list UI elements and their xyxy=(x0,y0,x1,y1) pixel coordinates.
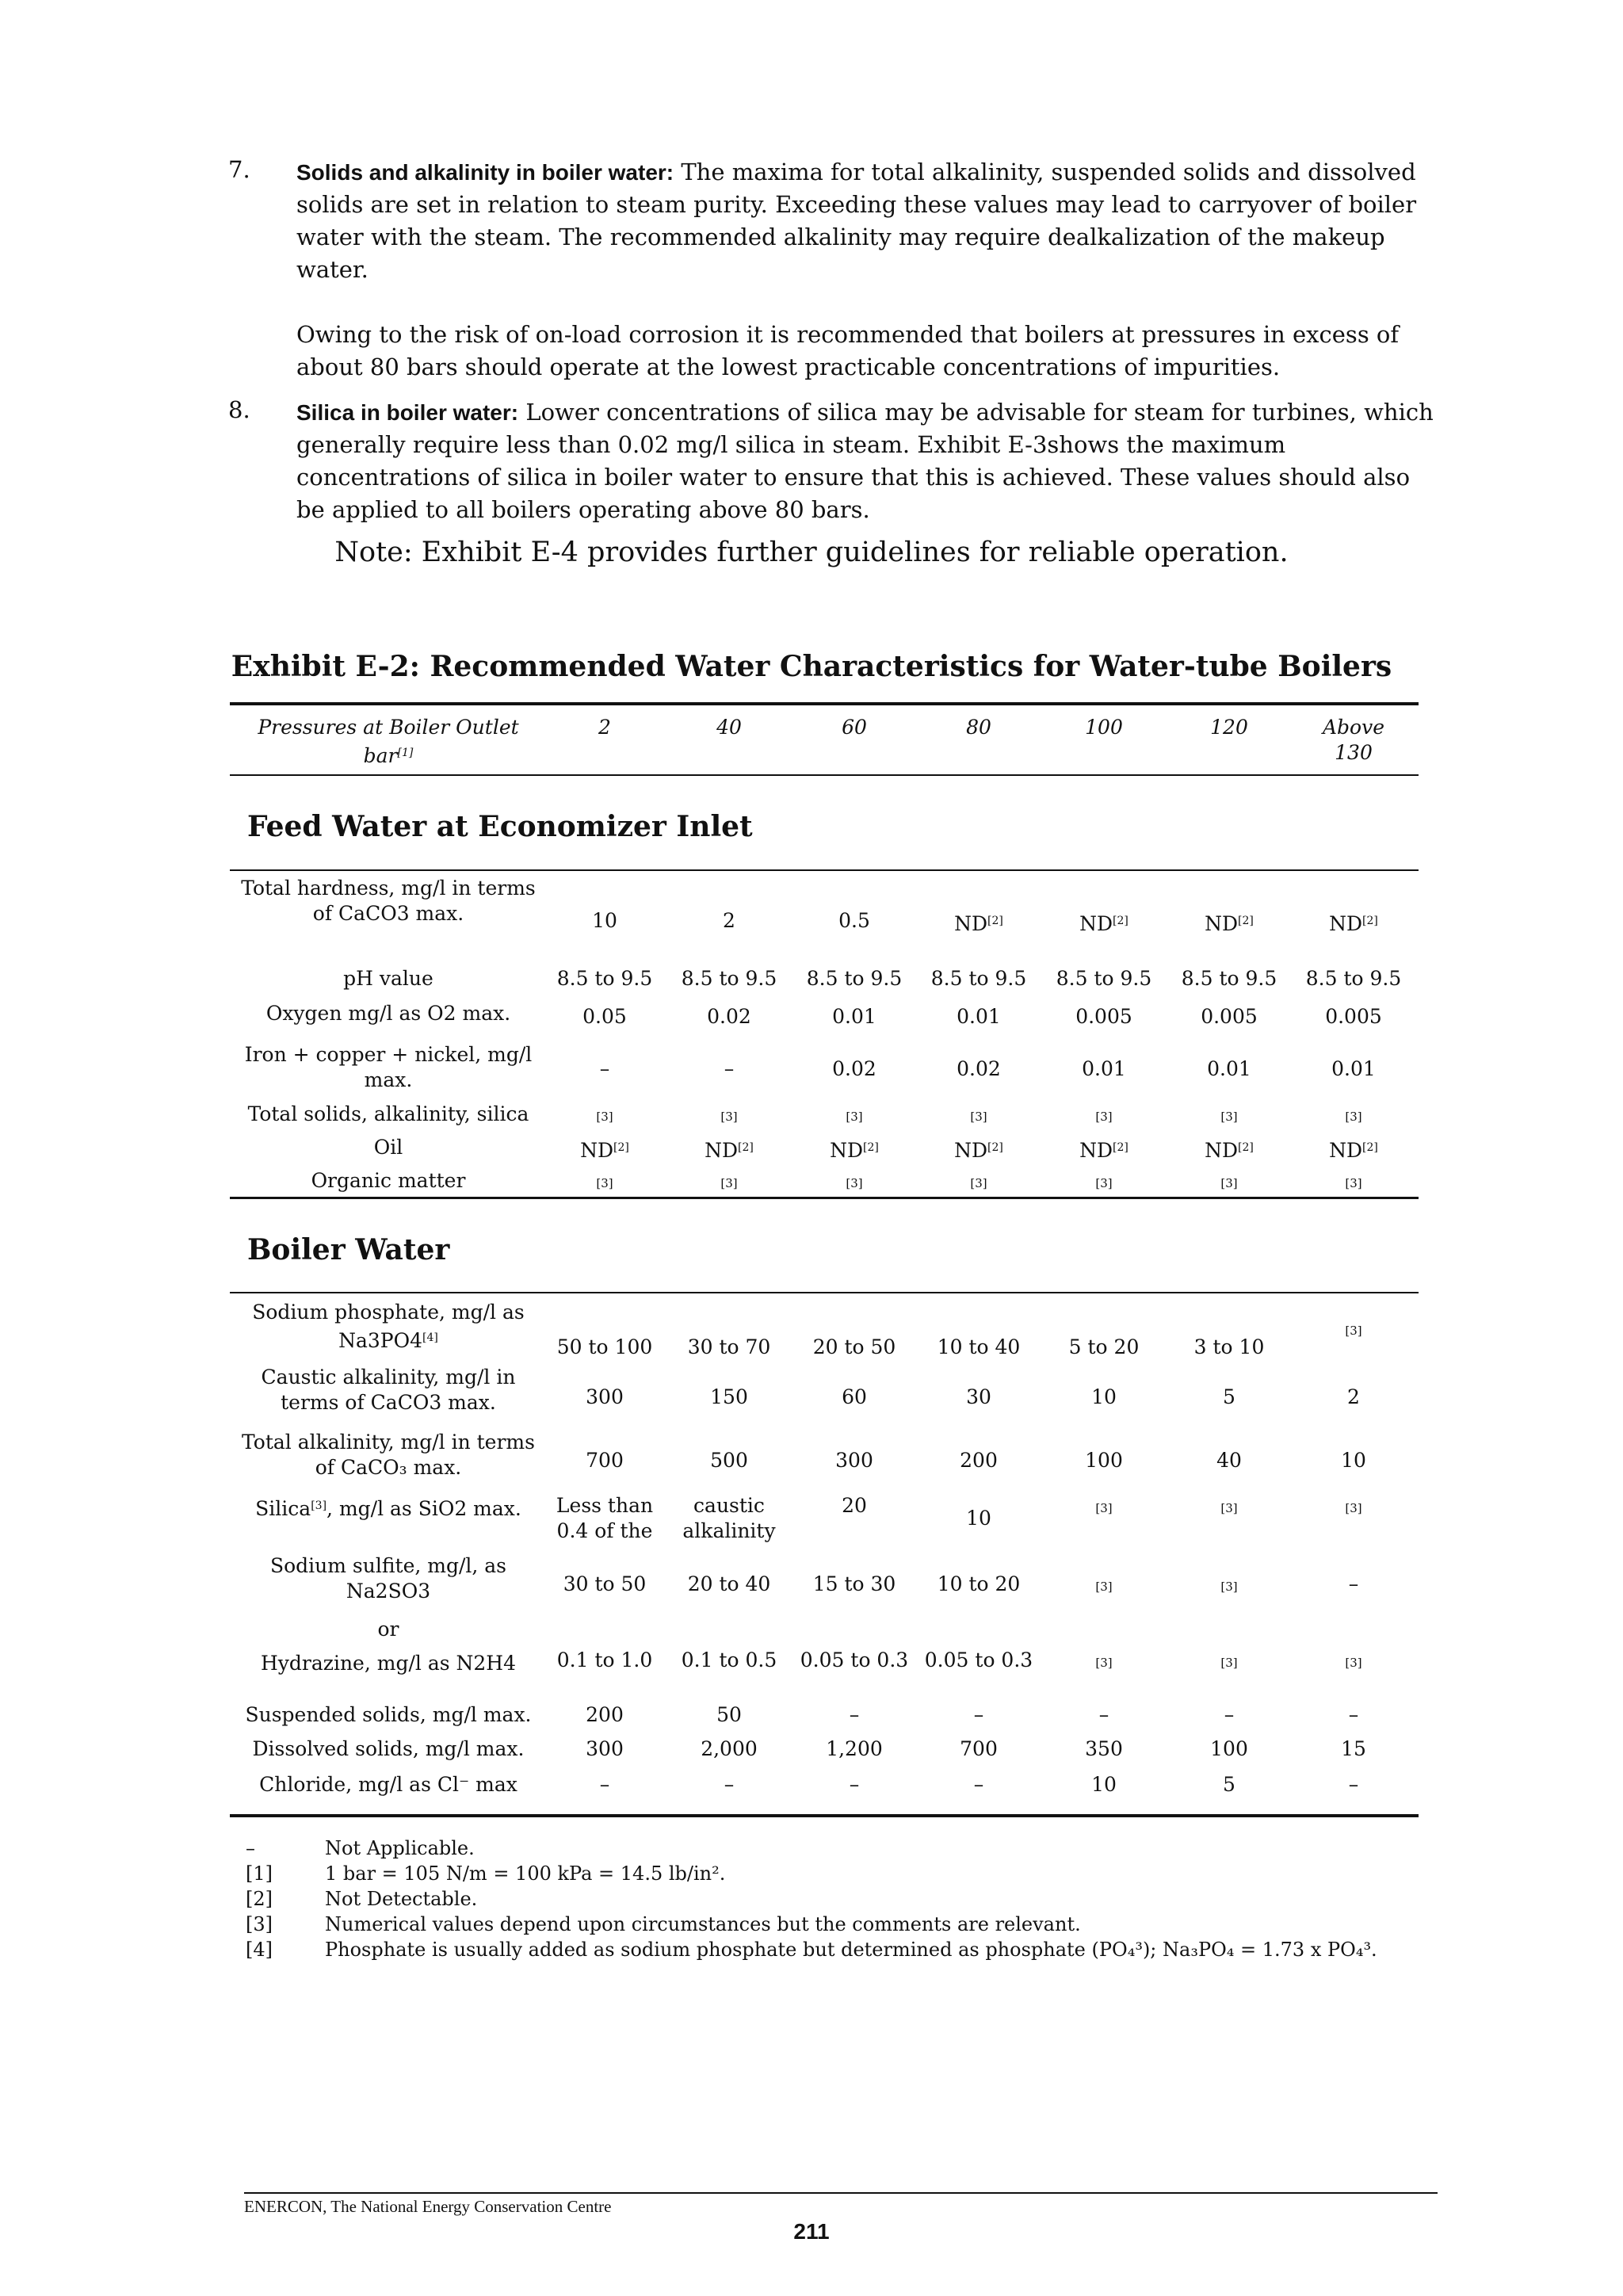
boiler-row-cell: 20 to 40 xyxy=(687,1572,771,1595)
footnote-ref: [1] xyxy=(397,747,414,759)
footnote-ref: [3] xyxy=(970,1110,987,1124)
feed-row-cell xyxy=(795,1168,914,1196)
item-number: 8. xyxy=(228,396,250,423)
feed-row-cell: 0.01 xyxy=(957,1005,1001,1028)
footnote-text: Numerical values depend upon circumstances but the comments are relevant. xyxy=(325,1913,1081,1935)
boiler-row-cell: 200 xyxy=(586,1703,624,1726)
feed-row-label: Oil xyxy=(373,1136,403,1159)
footnote-ref: [2] xyxy=(1362,1141,1378,1154)
item-number: 7. xyxy=(228,156,250,183)
boiler-row-cell: – xyxy=(849,1773,860,1796)
feed-row-cell: 0.02 xyxy=(832,1057,876,1080)
boiler-row-label: Chloride, mg/l as Cl⁻ max xyxy=(259,1773,517,1796)
boiler-row-cell: 0.05 to 0.3 xyxy=(924,1648,1033,1671)
header-label-line xyxy=(254,740,523,769)
boiler-row-cell: 5 xyxy=(1223,1385,1235,1408)
boiler-row-label: or xyxy=(377,1618,399,1641)
footnote-ref: [3] xyxy=(1345,1176,1362,1190)
boiler-row-cell: 300 xyxy=(586,1385,624,1408)
footnote-ref: [2] xyxy=(1362,915,1378,927)
feed-row-cell: – xyxy=(599,1057,610,1080)
boiler-row-label: Total alkalinity, mg/l in terms of CaCO₃ max. xyxy=(242,1431,535,1479)
boiler-row-label: Sodium sulfite, mg/l, as Na2SO3 xyxy=(269,1554,507,1603)
feed-row-cell: 0.5 xyxy=(838,909,870,932)
header-pressure-cell xyxy=(795,715,914,740)
footnote-ref: [3] xyxy=(1220,1501,1238,1515)
footnote-ref: [3] xyxy=(1220,1110,1238,1124)
feed-row-cell: 0.01 xyxy=(1082,1057,1126,1080)
boiler-row-cell: 700 xyxy=(586,1449,624,1472)
boiler-row-cell: 50 xyxy=(716,1703,742,1726)
footnote-ref: [3] xyxy=(596,1176,613,1190)
feed-row-cell xyxy=(795,1102,914,1129)
boiler-row-cell xyxy=(1044,1572,1163,1599)
feed-row-cell xyxy=(670,1102,789,1129)
boiler-row-cell: 5 to 20 xyxy=(1068,1335,1140,1358)
feed-row-cell: 0.01 xyxy=(1207,1057,1251,1080)
boiler-row-cell: 40 xyxy=(1216,1449,1242,1472)
boiler-row-cell: – xyxy=(1098,1703,1109,1726)
feed-row-cell xyxy=(919,1102,1038,1129)
feed-row-cell: ND[2] xyxy=(1079,912,1128,935)
footnote-ref: [3] xyxy=(1095,1110,1113,1124)
boiler-row-cell: Less than 0.4 of the xyxy=(556,1494,654,1542)
feed-row-cell xyxy=(1044,1168,1163,1196)
header-pressure-cell xyxy=(919,715,1038,740)
feed-row-cell xyxy=(1294,1102,1413,1129)
header-pressure-value: 130 xyxy=(1335,741,1373,764)
footnote-ref: [4] xyxy=(422,1331,438,1344)
boiler-row-cell: 0.1 to 1.0 xyxy=(556,1648,653,1671)
footnote-ref: [2] xyxy=(613,1141,629,1154)
boiler-row-cell: 1,200 xyxy=(826,1737,883,1760)
section-heading-boiler: Boiler Water xyxy=(247,1233,450,1266)
boiler-row-cell: – xyxy=(724,1773,735,1796)
boiler-row-cell: 10 xyxy=(966,1507,991,1530)
boiler-row-cell: 350 xyxy=(1085,1737,1123,1760)
item-text: Lower concentrations of silica may be advisable for steam for turbines, which generally require less than 0.02 mg/l silica in steam. Exhibit E-3shows the maximum concentrations of silica in boiler water to ensure that this is achieved. These values should also be applied to all boilers operating above 80 bars. xyxy=(296,399,1434,523)
feed-row-cell xyxy=(670,1168,789,1196)
boiler-row-cell: 100 xyxy=(1085,1449,1123,1472)
header-pressure-value: 40 xyxy=(716,716,742,739)
footer-rule xyxy=(244,2192,1438,2194)
footnote-ref: [2] xyxy=(1113,1141,1128,1154)
feed-row-cell: ND[2] xyxy=(580,1139,629,1162)
boiler-row-cell xyxy=(1294,1648,1413,1675)
header-pressure-cell xyxy=(1044,715,1163,740)
footnote-ref: [3] xyxy=(1095,1501,1113,1515)
header-pressure-value: Above xyxy=(1322,716,1385,739)
note: Note: Exhibit E-4 provides further guidelines for reliable operation. xyxy=(334,537,1289,568)
feed-row-cell: 0.05 xyxy=(582,1005,627,1028)
feed-row-cell xyxy=(919,1168,1038,1196)
feed-row-cell: ND[2] xyxy=(954,1139,1003,1162)
boiler-row-label: Sodium phosphate, mg/l as Na3PO4[4] xyxy=(252,1301,525,1352)
feed-row-cell xyxy=(1170,1168,1289,1196)
feed-bottom-rule xyxy=(230,1197,1419,1199)
footnote-ref: [3] xyxy=(720,1110,738,1124)
boiler-row-cell: 10 xyxy=(1091,1385,1117,1408)
boiler-row-cell: 500 xyxy=(710,1449,748,1472)
feed-row-cell: 2 xyxy=(723,909,735,932)
feed-section-rule xyxy=(230,869,1419,871)
footnote-ref: [3] xyxy=(1220,1656,1238,1670)
feed-row-cell: 8.5 to 9.5 xyxy=(556,967,653,990)
boiler-row-cell: 0.05 to 0.3 xyxy=(800,1648,909,1671)
header-pressure-cell xyxy=(1170,715,1289,740)
boiler-row-cell: 300 xyxy=(586,1737,624,1760)
boiler-row-label: Dissolved solids, mg/l max. xyxy=(252,1737,525,1760)
item-heading: Silica in boiler water: xyxy=(296,400,519,425)
footnote-text: Not Detectable. xyxy=(325,1888,478,1910)
feed-row-cell: ND[2] xyxy=(954,912,1003,935)
feed-row-cell: 8.5 to 9.5 xyxy=(681,967,777,990)
boiler-section-rule xyxy=(230,1292,1419,1293)
feed-row-cell: ND[2] xyxy=(830,1139,879,1162)
feed-row-cell: 0.005 xyxy=(1075,1005,1132,1028)
boiler-row-cell: – xyxy=(1348,1572,1359,1595)
boiler-row-cell: – xyxy=(599,1773,610,1796)
boiler-row-cell: 50 to 100 xyxy=(556,1335,653,1358)
feed-row-cell xyxy=(1044,1102,1163,1129)
boiler-row-cell: 5 xyxy=(1223,1773,1235,1796)
header-bottom-rule xyxy=(230,774,1419,776)
feed-row-cell: 0.005 xyxy=(1325,1005,1382,1028)
footnote-ref: [3] xyxy=(1345,1324,1362,1338)
feed-row-cell: 8.5 to 9.5 xyxy=(1305,967,1402,990)
boiler-row-label: Hydrazine, mg/l as N2H4 xyxy=(261,1652,516,1675)
feed-row-cell xyxy=(545,1168,664,1196)
footnote-key: [1] xyxy=(246,1862,273,1885)
header-pressure-value: 2 xyxy=(598,716,611,739)
header-pressure-value: 120 xyxy=(1210,716,1248,739)
feed-row-label: Organic matter xyxy=(311,1169,466,1192)
boiler-row-cell: 30 xyxy=(966,1385,991,1408)
footer-text: ENERCON, The National Energy Conservation Centre xyxy=(244,2197,612,2216)
feed-row-cell xyxy=(1170,1102,1289,1129)
footnote-key: [2] xyxy=(246,1888,273,1910)
item-8-paragraph xyxy=(296,396,1438,526)
boiler-row-cell xyxy=(1294,1316,1413,1343)
feed-row-label: Iron + copper + nickel, mg/l max. xyxy=(244,1043,533,1091)
header-label-line: Pressures at Boiler Outlet xyxy=(258,716,519,739)
boiler-row-cell: 30 to 50 xyxy=(563,1572,647,1595)
footnote-ref: [2] xyxy=(987,915,1003,927)
table-top-rule xyxy=(230,702,1419,705)
footnote-ref: [2] xyxy=(1238,1141,1254,1154)
boiler-row-cell: – xyxy=(973,1773,984,1796)
boiler-row-cell: – xyxy=(1224,1703,1235,1726)
boiler-row-cell: 0.1 to 0.5 xyxy=(681,1648,777,1671)
boiler-row-cell: – xyxy=(849,1703,860,1726)
footnote-ref: [2] xyxy=(987,1141,1003,1154)
feed-row-cell: 8.5 to 9.5 xyxy=(1056,967,1152,990)
feed-row-cell xyxy=(545,1102,664,1129)
boiler-row-cell: – xyxy=(1348,1703,1359,1726)
item-text: The maxima for total alkalinity, suspended solids and dissolved solids are set in relation to steam purity. Exceeding these values may lead to carryover of boiler water with the steam. The recommended alkalinity may require dealkalization of the makeup water. xyxy=(296,159,1417,283)
feed-row-cell: ND[2] xyxy=(1329,1139,1378,1162)
header-pressure-value: 80 xyxy=(966,716,991,739)
boiler-row-cell xyxy=(1170,1493,1289,1521)
boiler-row-cell: 20 to 50 xyxy=(812,1335,896,1358)
footnote-ref: [3] xyxy=(1095,1176,1113,1190)
boiler-row-cell: 150 xyxy=(710,1385,748,1408)
footnote-ref: [3] xyxy=(1095,1580,1113,1594)
boiler-row-cell: 3 to 10 xyxy=(1193,1335,1265,1358)
feed-row-label: Total solids, alkalinity, silica xyxy=(247,1102,529,1125)
boiler-row-cell xyxy=(1294,1493,1413,1521)
boiler-row-cell: 100 xyxy=(1210,1737,1248,1760)
footnote-key: [4] xyxy=(246,1939,273,1961)
footnote-text: Not Applicable. xyxy=(325,1837,475,1859)
boiler-row-label: Silica[3], mg/l as SiO2 max. xyxy=(255,1497,521,1520)
header-pressure-value: 60 xyxy=(842,716,867,739)
feed-row-cell: 8.5 to 9.5 xyxy=(1181,967,1277,990)
boiler-row-cell: – xyxy=(973,1703,984,1726)
header-pressure-cell xyxy=(545,715,664,740)
feed-row-cell: ND[2] xyxy=(705,1139,754,1162)
boiler-row-cell: caustic alkalinity xyxy=(682,1494,776,1542)
item-7-paragraph xyxy=(296,156,1438,286)
feed-row-label: pH value xyxy=(343,967,433,990)
footnote-ref: [2] xyxy=(738,1141,754,1154)
feed-row-cell: 0.005 xyxy=(1201,1005,1258,1028)
feed-row-cell: 8.5 to 9.5 xyxy=(930,967,1027,990)
footnote-ref: [3] xyxy=(846,1110,863,1124)
footnote-text: Phosphate is usually added as sodium phosphate but determined as phosphate (PO₄³); Na₃PO₄ = 1.73 x PO₄³. xyxy=(325,1939,1377,1961)
footnote-key: – xyxy=(246,1837,255,1859)
boiler-row-cell: 700 xyxy=(960,1737,998,1760)
boiler-row-label: Caustic alkalinity, mg/l in terms of CaCO3 max. xyxy=(261,1366,516,1414)
footnote-ref: [3] xyxy=(596,1110,613,1124)
feed-row-cell: ND[2] xyxy=(1205,1139,1254,1162)
header-pressure-label xyxy=(254,715,523,769)
footnote-ref: [3] xyxy=(1345,1110,1362,1124)
footnote-ref: [2] xyxy=(1113,915,1128,927)
footnote-ref: [3] xyxy=(1345,1656,1362,1670)
feed-row-label: Oxygen mg/l as O2 max. xyxy=(265,1002,511,1025)
section-heading-feed: Feed Water at Economizer Inlet xyxy=(247,810,753,843)
feed-row-cell: ND[2] xyxy=(1329,912,1378,935)
boiler-row-cell: 15 to 30 xyxy=(812,1572,896,1595)
footnote-ref: [3] xyxy=(720,1176,738,1190)
boiler-row-cell: 10 to 40 xyxy=(937,1335,1021,1358)
header-pressure-cell xyxy=(1294,715,1413,766)
feed-row-cell: 0.02 xyxy=(957,1057,1001,1080)
header-pressure-cell xyxy=(670,715,789,740)
feed-row-cell: ND[2] xyxy=(1205,912,1254,935)
footnote-ref: [3] xyxy=(1345,1501,1362,1515)
boiler-row-cell: 60 xyxy=(842,1385,867,1408)
boiler-row-cell: 2,000 xyxy=(701,1737,758,1760)
footnote-text: 1 bar = 105 N/m = 100 kPa = 14.5 lb/in². xyxy=(325,1862,726,1885)
item-7-paragraph-2: Owing to the risk of on-load corrosion it is recommended that boilers at pressures in excess of about 80 bars should operate at the lowest practicable concentrations of impurities. xyxy=(296,321,1400,380)
boiler-row-cell xyxy=(1044,1648,1163,1675)
feed-row-cell: 10 xyxy=(592,909,617,932)
footnote-ref: [3] xyxy=(311,1499,327,1512)
item-heading: Solids and alkalinity in boiler water: xyxy=(296,160,674,185)
feed-row-label: Total hardness, mg/l in terms of CaCO3 max. xyxy=(241,877,536,925)
boiler-row-cell: 10 to 20 xyxy=(937,1572,1021,1595)
footnote-ref: [3] xyxy=(970,1176,987,1190)
header-pressure-value: 100 xyxy=(1085,716,1123,739)
boiler-row-cell xyxy=(1170,1572,1289,1599)
feed-row-cell: 0.01 xyxy=(832,1005,876,1028)
feed-row-cell: ND[2] xyxy=(1079,1139,1128,1162)
footnote-ref: [2] xyxy=(1238,915,1254,927)
boiler-row-cell: 200 xyxy=(960,1449,998,1472)
feed-row-cell: 0.02 xyxy=(707,1005,751,1028)
footnote-key: [3] xyxy=(246,1913,273,1935)
footnote-ref: [3] xyxy=(1220,1580,1238,1594)
page-number: 211 xyxy=(793,2219,830,2244)
footnote-ref: [3] xyxy=(1220,1176,1238,1190)
boiler-row-cell: 300 xyxy=(835,1449,873,1472)
feed-row-cell: 8.5 to 9.5 xyxy=(806,967,903,990)
footnote-ref: [3] xyxy=(1095,1656,1113,1670)
boiler-row-cell: 30 to 70 xyxy=(687,1335,771,1358)
boiler-row-cell xyxy=(1170,1648,1289,1675)
boiler-row-cell: 20 xyxy=(842,1494,867,1517)
footnote-ref: [3] xyxy=(846,1176,863,1190)
boiler-row-cell: 2 xyxy=(1347,1385,1360,1408)
footnote-ref: [2] xyxy=(863,1141,879,1154)
feed-row-cell xyxy=(1294,1168,1413,1196)
table-bottom-rule xyxy=(230,1814,1419,1817)
boiler-row-cell: 15 xyxy=(1341,1737,1366,1760)
boiler-row-cell: 10 xyxy=(1091,1773,1117,1796)
boiler-row-cell: – xyxy=(1348,1773,1359,1796)
boiler-row-label: Suspended solids, mg/l max. xyxy=(245,1703,532,1726)
header-unit: bar xyxy=(363,744,398,767)
boiler-row-cell: 10 xyxy=(1341,1449,1366,1472)
table-title: Exhibit E-2: Recommended Water Characteristics for Water-tube Boilers xyxy=(231,650,1392,683)
boiler-row-cell xyxy=(1044,1493,1163,1521)
feed-row-cell: 0.01 xyxy=(1331,1057,1376,1080)
feed-row-cell: – xyxy=(724,1057,735,1080)
